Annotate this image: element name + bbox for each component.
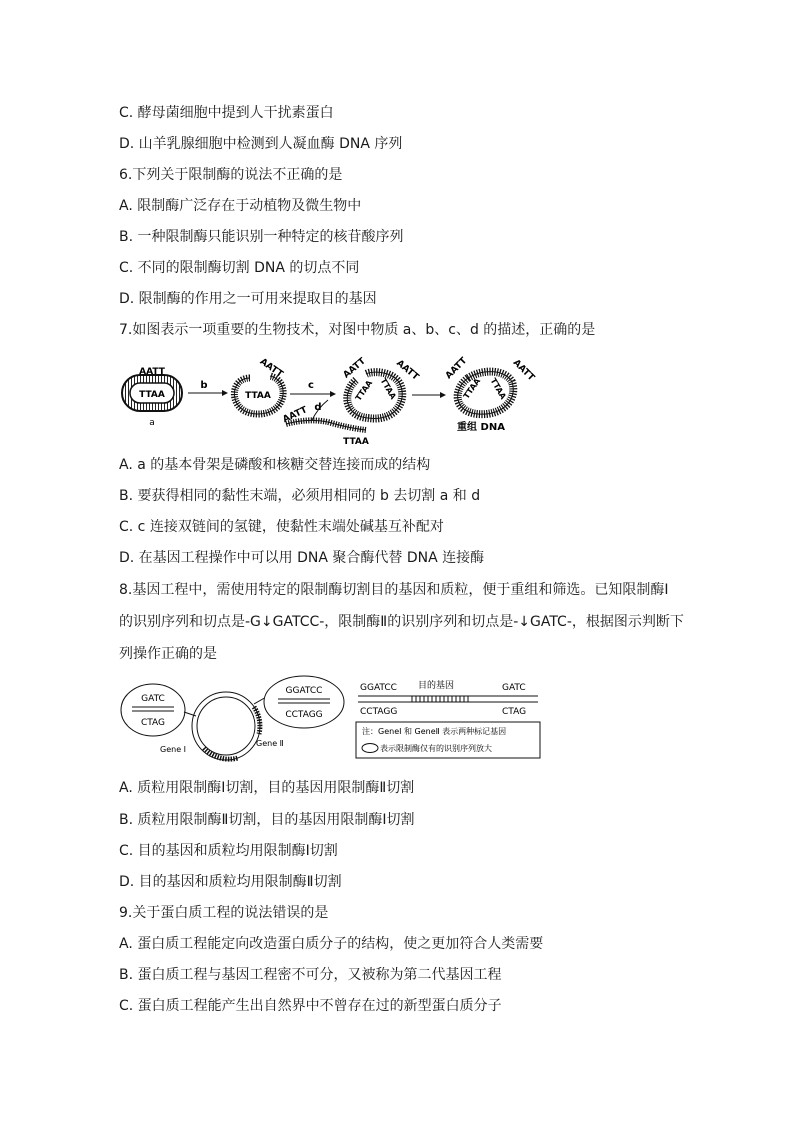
int-right-seq: AATT [394,358,421,383]
q7-figure-recombinant-dna [118,350,538,450]
note-box [356,722,540,758]
q8-option-d: D. 目的基因和质粒均用限制酶Ⅱ切割 [119,874,342,890]
recombinant-label: 重组 DNA [457,422,505,433]
a-inner-seq: TTAA [139,390,165,400]
q6-option-d: D. 限制酶的作用之一可用来提取目的基因 [119,291,377,307]
bubble-gatc [121,684,185,736]
q7-stem: 7.如图表示一项重要的生物技术，对图中物质 a、b、c、d 的描述，正确的是 [119,322,596,338]
d-left-seq: AATT [281,405,309,426]
q8-stem-line-3: 列操作正确的是 [119,646,217,662]
q8-stem-line-1: 8.基因工程中，需使用特定的限制酶切割目的基因和质粒，便于重组和筛选。已知限制酶Ⅰ [119,582,669,598]
label-b: b [200,380,208,391]
note-line-2: 表示限制酶仅有的识别序列放大 [380,744,492,753]
label-d: d [314,402,322,413]
final-left-seq: AATT [443,355,470,382]
bubble-ggatcc [264,676,344,728]
gene2-label: Gene Ⅱ [256,739,284,748]
label-c: c [308,380,314,391]
q8-option-a: A. 质粒用限制酶Ⅰ切割，目的基因用限制酶Ⅱ切割 [119,780,415,796]
q5-option-c: C. 酵母菌细胞中提到人干扰素蛋白 [119,105,334,121]
bubble-ggatcc-bottom: CCTAGG [285,710,323,720]
q6-option-c: C. 不同的限制酶切割 DNA 的切点不同 [119,260,360,276]
q8-figure-plasmid-and-gene [118,672,544,762]
fragment-d [281,400,369,447]
cut-top-seq: AATT [257,356,285,380]
gene-left-bottom: CCTAGG [360,707,398,717]
gene-left-top: GGATCC [360,683,397,693]
recombinant-dna [444,355,537,433]
int-inner-right: TTAA [378,376,398,401]
bubble-ggatcc-top: GGATCC [285,686,323,696]
q6-stem: 6.下列关于限制酶的说法不正确的是 [119,167,343,183]
q9-option-b: B. 蛋白质工程与基因工程密不可分，又被称为第二代基因工程 [119,967,502,983]
target-gene-strand [358,679,538,717]
gene-right-top: GATC [502,683,526,693]
final-right-seq: AATT [510,357,537,384]
q7-option-b: B. 要获得相同的黏性末端，必须用相同的 b 去切割 a 和 d [119,488,481,504]
a-top-seq: AATT [139,367,165,377]
gene1-label: Gene Ⅰ [160,745,187,754]
bubble-gatc-top: GATC [141,694,165,704]
final-inner-left: TTAA [461,376,483,401]
q7-option-d: D. 在基因工程操作中可以用 DNA 聚合酶代替 DNA 连接酶 [119,550,485,566]
gene-right-bottom: CTAG [502,707,527,717]
q9-option-c: C. 蛋白质工程能产生出自然界中不曾存在过的新型蛋白质分子 [119,998,502,1014]
cut-plasmid [234,357,285,414]
recombinant-intermediate [342,356,421,419]
q7-option-a: A. a 的基本骨架是磷酸和核糖交替连接而成的结构 [119,457,431,473]
d-right-seq: TTAA [343,437,369,447]
cut-inner-seq: TTAA [245,391,271,401]
note-line-1: 注：GeneⅠ 和 GeneⅡ 表示两种标记基因 [362,727,507,736]
q5-option-d: D. 山羊乳腺细胞中检测到人凝血酶 DNA 序列 [119,136,403,152]
final-inner-right: TTAA [488,376,508,401]
bubble-gatc-bottom: CTAG [140,718,166,728]
q8-stem-line-2: 的识别序列和切点是-G↓GATCC-，限制酶Ⅱ的识别序列和切点是-↓GATC-，根据图示判断下 [119,614,684,630]
q7-option-c: C. c 连接双链间的氢键，使黏性末端处碱基互补配对 [119,519,444,535]
q6-option-a: A. 限制酶广泛存在于动植物及微生物中 [119,198,362,214]
int-inner-left: TTAA [353,378,375,403]
plasmid-a [122,367,182,428]
target-gene-label: 目的基因 [418,681,455,691]
q6-option-b: B. 一种限制酶只能识别一种特定的核苷酸序列 [119,229,404,245]
q8-option-b: B. 质粒用限制酶Ⅱ切割，目的基因用限制酶Ⅰ切割 [119,812,415,828]
int-left-seq: AATT [341,356,368,381]
q8-option-c: C. 目的基因和质粒均用限制酶Ⅰ切割 [119,843,338,859]
q9-stem: 9.关于蛋白质工程的说法错误的是 [119,905,329,921]
label-a: a [149,418,155,428]
q9-option-a: A. 蛋白质工程能定向改造蛋白质分子的结构，使之更加符合人类需要 [119,936,544,952]
